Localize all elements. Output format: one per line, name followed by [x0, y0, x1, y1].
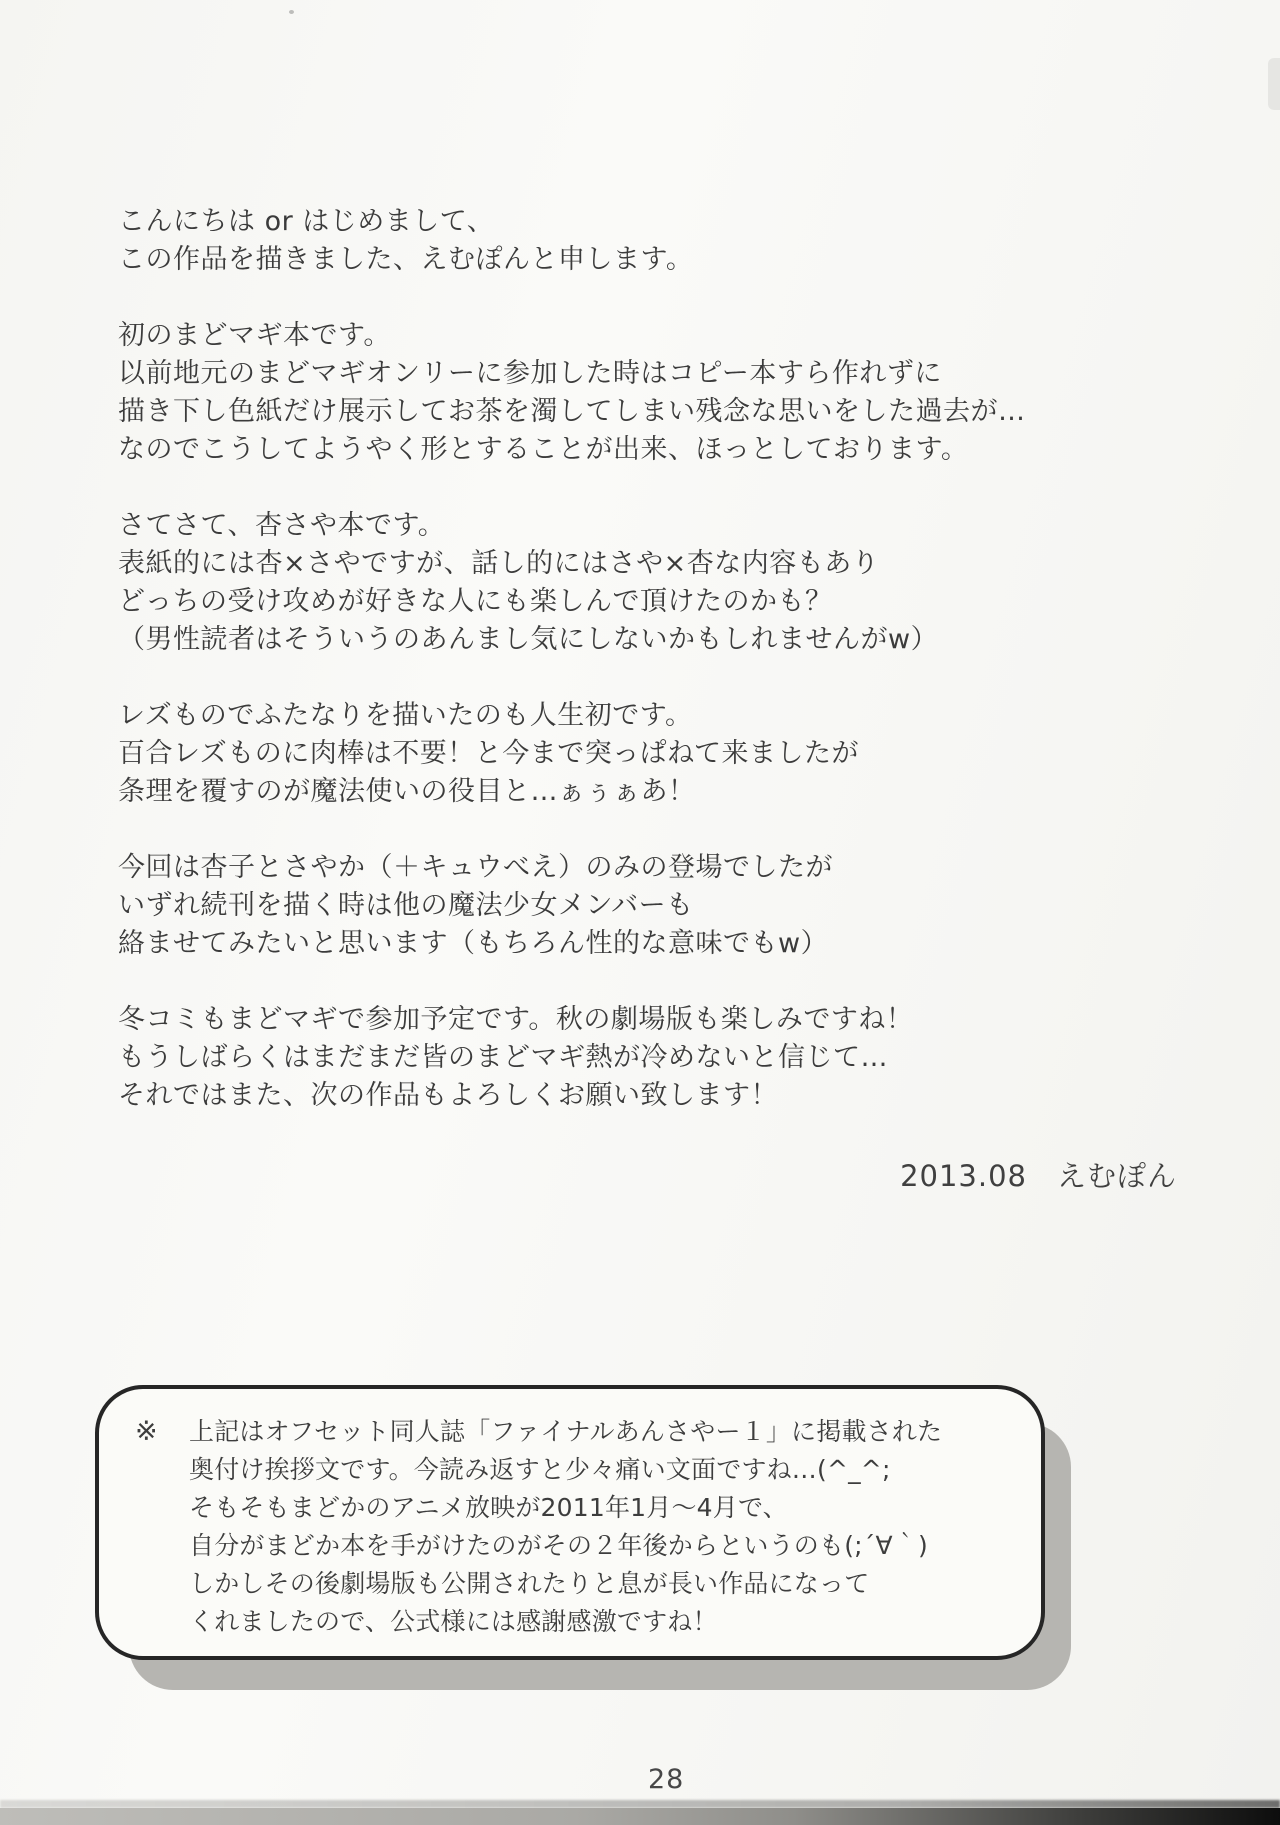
text-line: 奥付け挨拶文です。今読み返すと少々痛い文面ですね…(^_^; [189, 1455, 891, 1484]
text-line: くれましたので、公式様には感謝感激ですね！ [189, 1607, 718, 1636]
text-line: 今回は杏子とさやか（＋キュウべえ）のみの登場でしたが [118, 852, 833, 883]
text-line: 百合レズものに肉棒は不要！と今まで突っぱねて来ましたが [118, 738, 860, 769]
scan-artifact-dot [289, 10, 294, 14]
paragraph [118, 203, 1026, 279]
scan-artifact-smudge [1268, 58, 1280, 110]
text-line: 条理を覆すのが魔法使いの役目と…ぁぅぁあ！ [118, 776, 696, 807]
paragraph [118, 507, 1026, 659]
text-line: それではまた、次の作品もよろしくお願い致します！ [118, 1080, 778, 1111]
paragraph [118, 317, 1026, 469]
scan-bottom-edge-soft [0, 1800, 1280, 1808]
text-line: 上記はオフセット同人誌「ファイナルあんさやー１」に掲載された [189, 1417, 943, 1446]
text-line: この作品を描きました、えむぽんと申します。 [118, 244, 694, 275]
scan-bottom-edge [0, 1808, 1280, 1825]
text-line: 自分がまどか本を手がけたのがその２年後からというのも(;´∀｀) [189, 1531, 928, 1560]
text-line: どっちの受け攻めが好きな人にも楽しんで頂けたのかも？ [118, 586, 833, 617]
text-line: （男性読者はそういうのあんまし気にしないかもしれませんがw） [118, 624, 939, 655]
text-line: 冬コミもまどマギで参加予定です。秋の劇場版も楽しみですね！ [118, 1004, 914, 1035]
signature: 2013.08 えむぽん [900, 1159, 1177, 1193]
text-line: 描き下し色紙だけ展示してお茶を濁してしまい残念な思いをした過去が… [118, 396, 1026, 427]
paragraph [118, 849, 1026, 963]
paragraph [118, 1001, 1026, 1115]
afterword-paragraphs [118, 203, 1026, 1153]
note-marker: ※ [135, 1416, 158, 1447]
note-box [95, 1385, 1045, 1660]
text-line: そもそもまどかのアニメ放映が2011年1月〜4月で、 [189, 1493, 788, 1522]
text-line: 初のまどマギ本です。 [118, 320, 391, 351]
text-line: いずれ続刊を描く時は他の魔法少女メンバーも [118, 890, 694, 921]
text-line: もうしばらくはまだまだ皆のまどマギ熱が冷めないと信じて… [118, 1042, 888, 1073]
text-line: 表紙的には杏×さやですが、話し的にはさや×杏な内容もあり [118, 548, 880, 579]
text-line: なのでこうしてようやく形とすることが出来、ほっとしております。 [118, 434, 969, 465]
text-line: 以前地元のまどマギオンリーに参加した時はコピー本すら作れずに [118, 358, 942, 389]
paragraph [118, 697, 1026, 811]
text-line: レズものでふたなりを描いたのも人生初です。 [118, 700, 693, 731]
note-box-lines [189, 1413, 942, 1641]
text-line: さてさて、杏さや本です。 [118, 510, 446, 541]
text-line: しかしその後劇場版も公開されたりと息が長い作品になって [189, 1569, 870, 1598]
text-line: 絡ませてみたいと思います（もちろん性的な意味でもw） [118, 928, 829, 959]
text-line: こんにちは or はじめまして、 [118, 206, 495, 237]
page-number: 28 [648, 1764, 685, 1795]
